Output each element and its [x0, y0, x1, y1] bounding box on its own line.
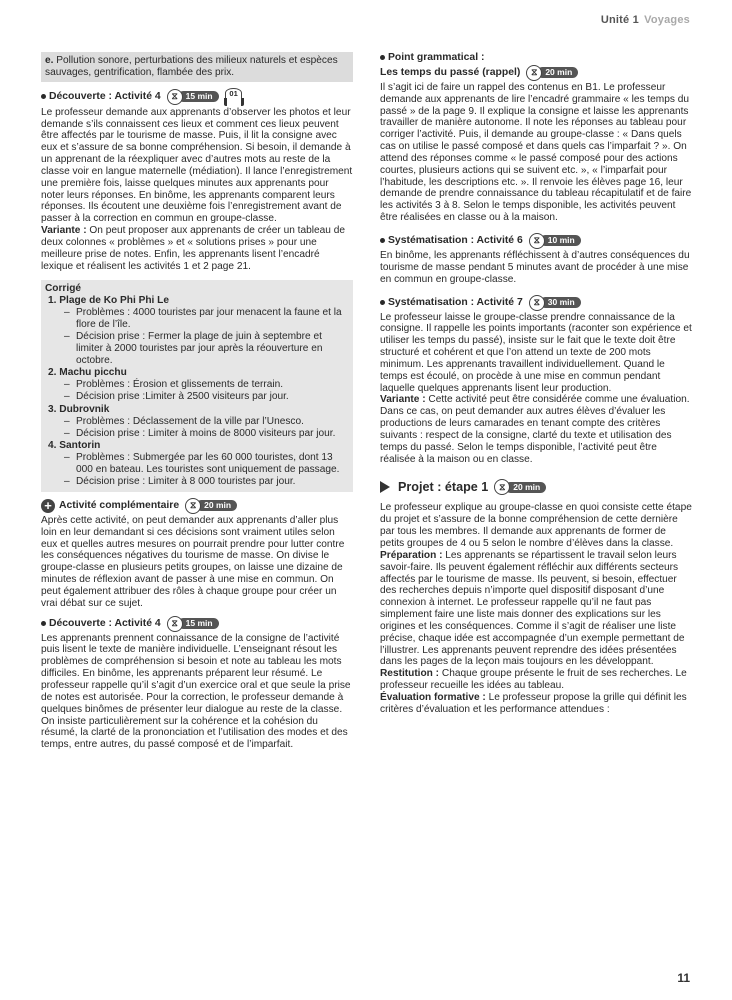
projet-title [380, 479, 692, 495]
variante-paragraph [380, 394, 692, 465]
headphones-icon [224, 88, 244, 106]
left-column [41, 52, 353, 751]
bullet-icon [380, 300, 385, 305]
bullet-icon [41, 94, 46, 99]
hourglass-icon: ⧖ [529, 233, 545, 249]
variante-paragraph [41, 225, 353, 272]
variante-label: Variante : [380, 394, 426, 406]
projet-intro: Le professeur explique au groupe-classe en quoi consiste cette étape du projet et s’assure de la bonne compréhension de cette dernière par tous les membres. Il demande aux apprenants de former de petits groupes de 4 ou 5 selon le nombre d’élèves dans la classe. [380, 502, 692, 549]
bullet-icon [380, 238, 385, 243]
audio-track-number: 01 [225, 88, 241, 98]
corrige-line: – Décision prise : Fermer la plage de juin à septembre et limiter à 2000 touristes par jour après la réouverture en octobre. [64, 330, 323, 366]
corrige-line: – Problèmes : Déclassement de la ville par l’Unesco. [64, 415, 304, 427]
section-subtitle-text: Les temps du passé (rappel) [380, 66, 521, 78]
corrige-item-title: 4. Santorin [48, 440, 101, 452]
evaluation-label: Évaluation formative : [380, 691, 486, 703]
corrige-line: – Décision prise : Limiter à moins de 8000 visiteurs par jour. [64, 427, 336, 439]
section-decouverte-2-text: Les apprenants prennent connaissance de la consigne de l’activité puis lisent le texte de manière individuelle. L’enseignant résout les problèmes de compréhension si besoin et note au tableau les mots difficiles. En binôme, les apprenants préparent leur résumé. Le professeur rappelle qu’il s’agit d’un exercice oral et que seule la prise de notes est autorisée. Pour la correction, le professeur demande à quelques binômes de présenter leur dialogue au reste de la classe. On insiste particulièrement sur la cohérence et la cohésion du résumé, la clarté de la prononciation et l’utilisation des modes et des temps, entre autres, du passé composé et de l’imparfait. [41, 632, 351, 751]
corrige-line: – Décision prise : Limiter à 8 000 touristes par jour. [64, 476, 296, 487]
plus-circle-icon: + [41, 499, 55, 513]
hourglass-icon: ⧖ [529, 295, 545, 311]
section-decouverte-1-title [41, 88, 353, 106]
section-grammaire-text: Il s’agit ici de faire un rappel des contenus en B1. Le professeur demande aux apprenants de lire l’encadré grammaire « les temps du passé » de la page 9. Il explique la consigne et laisse les apprenants travailler de manière autonome. Il note les réponses au tableau pour corriger l’activité. Puis, il demande au groupe-classe : « Dans quels cas on utilise le passé composé et dans quels cas l’imparfait ? ». On attend des réponses comme « le passé composé pour des actions courtes, plusieurs actions qui se suivent etc. », « l’imparfait pour l’habitude, les descriptions etc. ». Il renvoie les élèves page 16, leur demande de prendre connaissance du tableau récapitulatif et de faire les activités 3 à 8. Selon le temps disponible, les activités peuvent être réalisées en classe ou à la maison. [380, 81, 692, 224]
corrige-title: Corrigé [45, 282, 82, 294]
section-decouverte-1-text: Le professeur demande aux apprenants d’observer les photos et leur demande s’ils connaissent ces lieux et comment ces lieux peuvent être affectés par le tourisme de masse. Puis, il lit la consigne avec eux et s’assure de sa bonne compréhension. Si besoin, il demande à un apprenant de la réexpliquer avec d’autres mots au reste de la classe voir en langue maternelle (médiation). Il lance l’enregistrement une première fois, laisse quelques minutes aux apprenants pour noter leurs réponses. En binôme, les apprenants comparent leurs réponses. Ils écoutent une deuxième fois l’enregistrement avant de passer à la correction en commun en groupe-classe. [41, 106, 353, 225]
evaluation-paragraph [380, 692, 692, 716]
section-decouverte-2-title [41, 616, 353, 632]
corrige-box [41, 280, 353, 492]
corrige-line: – Problèmes : Érosion et glissements de terrain. [64, 379, 284, 391]
timer-label: 30 min [540, 297, 581, 308]
timer-badge [185, 498, 237, 514]
timer-label: 20 min [196, 500, 237, 511]
timer-badge [494, 479, 546, 495]
corrige-line: – Problèmes : Submergée par les 60 000 touristes, dont 13 000 en bateau. Les touristes sont uniquement de passage. [64, 452, 340, 476]
hourglass-icon: ⧖ [167, 616, 183, 632]
page-header [601, 14, 690, 26]
section-title-text: Point grammatical : [388, 52, 485, 63]
section-systematisation-7-text: Le professeur laisse le groupe-classe prendre connaissance de la consigne. Il rappelle les points importants (raconter son expérience et utiliser les temps du passé), insiste sur le fait que le texte doit être structuré et cohérent et que l’on attend un texte de 200 mots minimum. Les apprenants travaillent individuellement. Quand le temps est écoulé, on procède à une mise en commun pendant laquelle quelques apprenants lisent leur production. [380, 311, 692, 394]
timer-label: 10 min [540, 235, 581, 246]
section-systematisation-6-text: En binôme, les apprenants réfléchissent à d’autres conséquences du tourisme de masse pendant 5 minutes avant de procéder à une mise en commun en groupe-classe. [380, 249, 690, 285]
timer-badge [529, 295, 581, 311]
headphones-shape [224, 98, 244, 106]
hourglass-icon: ⧖ [494, 479, 510, 495]
hourglass-icon: ⧖ [185, 498, 201, 514]
section-title-text: Systématisation : Activité 6 [388, 235, 523, 247]
answer-letter: e. [45, 55, 54, 66]
variante-text: On peut proposer aux apprenants de créer un tableau de deux colonnes « problèmes » et « solutions prises » pour une meilleure prise de notes. Enfin, les apprenants lisent l’encadré lexique et réalisent les activités 1 et 2 page 21. [41, 225, 345, 272]
variante-label: Variante : [41, 225, 87, 237]
bullet-icon [380, 55, 385, 60]
section-complementaire-title [41, 498, 353, 514]
corrige-line: – Problèmes : 4000 touristes par jour menacent la faune et la flore de l’île. [64, 307, 342, 331]
corrige-item-title: 3. Dubrovnik [48, 403, 110, 415]
section-title-text: Découverte : Activité 4 [49, 90, 161, 102]
page-number: 11 [677, 971, 690, 985]
timer-label: 15 min [178, 91, 219, 102]
answer-box-e [41, 52, 353, 82]
timer-badge [167, 616, 219, 632]
hourglass-icon: ⧖ [526, 65, 542, 81]
restitution-text: Chaque groupe présente le fruit de ses recherches. Le professeur recueille les idées au tableau. [380, 668, 687, 692]
hourglass-icon: ⧖ [167, 89, 183, 105]
unit-title: Voyages [644, 14, 690, 26]
section-title-text: Découverte : Activité 4 [49, 617, 161, 629]
restitution-label: Restitution : [380, 668, 440, 680]
right-column [380, 52, 692, 716]
play-arrow-icon [380, 481, 390, 493]
timer-label: 20 min [505, 482, 546, 493]
preparation-text: Les apprenants se répartissent le travail selon leurs savoir-faire. Ils peuvent également réfléchir aux différents secteurs affectés par le tourisme de masse. Ils peuvent, si besoin, effectuer des recherches depuis n’importe quel dispositif disposant d’une connexion à internet. Le professeur rappelle qu’il ne faut pas simplement faire une liste mais donner des explications sur les origines et les conséquences. Comme il s’agit de réaliser une liste précise, chaque idée est accompagnée d’un exemple permettant de l’illustrer. Les apprenants peuvent reprendre des idées présentées dans les pages de la leçon mais toujours en les développant. [380, 549, 685, 668]
timer-label: 15 min [178, 618, 219, 629]
section-complementaire-text: Après cette activité, on peut demander aux apprenants d’aller plus loin en leur demandant si ces décisions sont vraiment utiles selon eux et quelles autres mesures on pourrait prendre pour lutter contre les conséquences négatives du tourisme de masse. On divise le groupe-classe en plusieurs petits groupes, on laisse une dizaine de minutes de réflexion avant de passer à une mise en commun. On peut également attribuer des rôles à chaque groupe pour créer un vrai débat sur ce sujet. [41, 514, 345, 609]
bullet-icon [41, 621, 46, 626]
timer-label: 20 min [537, 67, 578, 78]
timer-badge [529, 233, 581, 249]
section-grammaire-title-2 [380, 65, 692, 81]
timer-badge [526, 65, 578, 81]
timer-badge [167, 89, 219, 105]
variante-text: Cette activité peut être considérée comme une évaluation. Dans ce cas, on peut demander aux autres élèves d’évaluer les productions de leurs camarades en tenant compte des critères suivants : respect de la consigne, clarté du texte et utilisation des temps du passé. Selon le temps disponible, l’activité peut être réalisée à la maison ou en classe. [380, 394, 690, 465]
section-grammaire-title-1 [380, 52, 692, 64]
corrige-line: – Décision prise :Limiter à 2500 visiteurs par jour. [64, 391, 289, 403]
preparation-paragraph [380, 550, 692, 668]
section-title-text: Activité complémentaire [59, 499, 180, 511]
corrige-item-title: 2. Machu picchu [48, 367, 127, 379]
answer-text: Pollution sonore, perturbations des milieux naturels et espèces sauvages, gentrification, flambée des prix. [45, 55, 338, 78]
corrige-item-title: 1. Plage de Ko Phi Phi Le [48, 295, 169, 307]
unit-label: Unité 1 [600, 14, 639, 26]
preparation-label: Préparation : [380, 549, 443, 561]
section-systematisation-7-title [380, 295, 692, 311]
section-title-text: Systématisation : Activité 7 [388, 296, 523, 308]
projet-title-text: Projet : étape 1 [398, 479, 489, 494]
restitution-paragraph [380, 668, 692, 692]
section-systematisation-6-title [380, 233, 692, 249]
evaluation-text: Le professeur propose la grille qui définit les critères d’évaluation et les performance attendues : [380, 691, 687, 715]
